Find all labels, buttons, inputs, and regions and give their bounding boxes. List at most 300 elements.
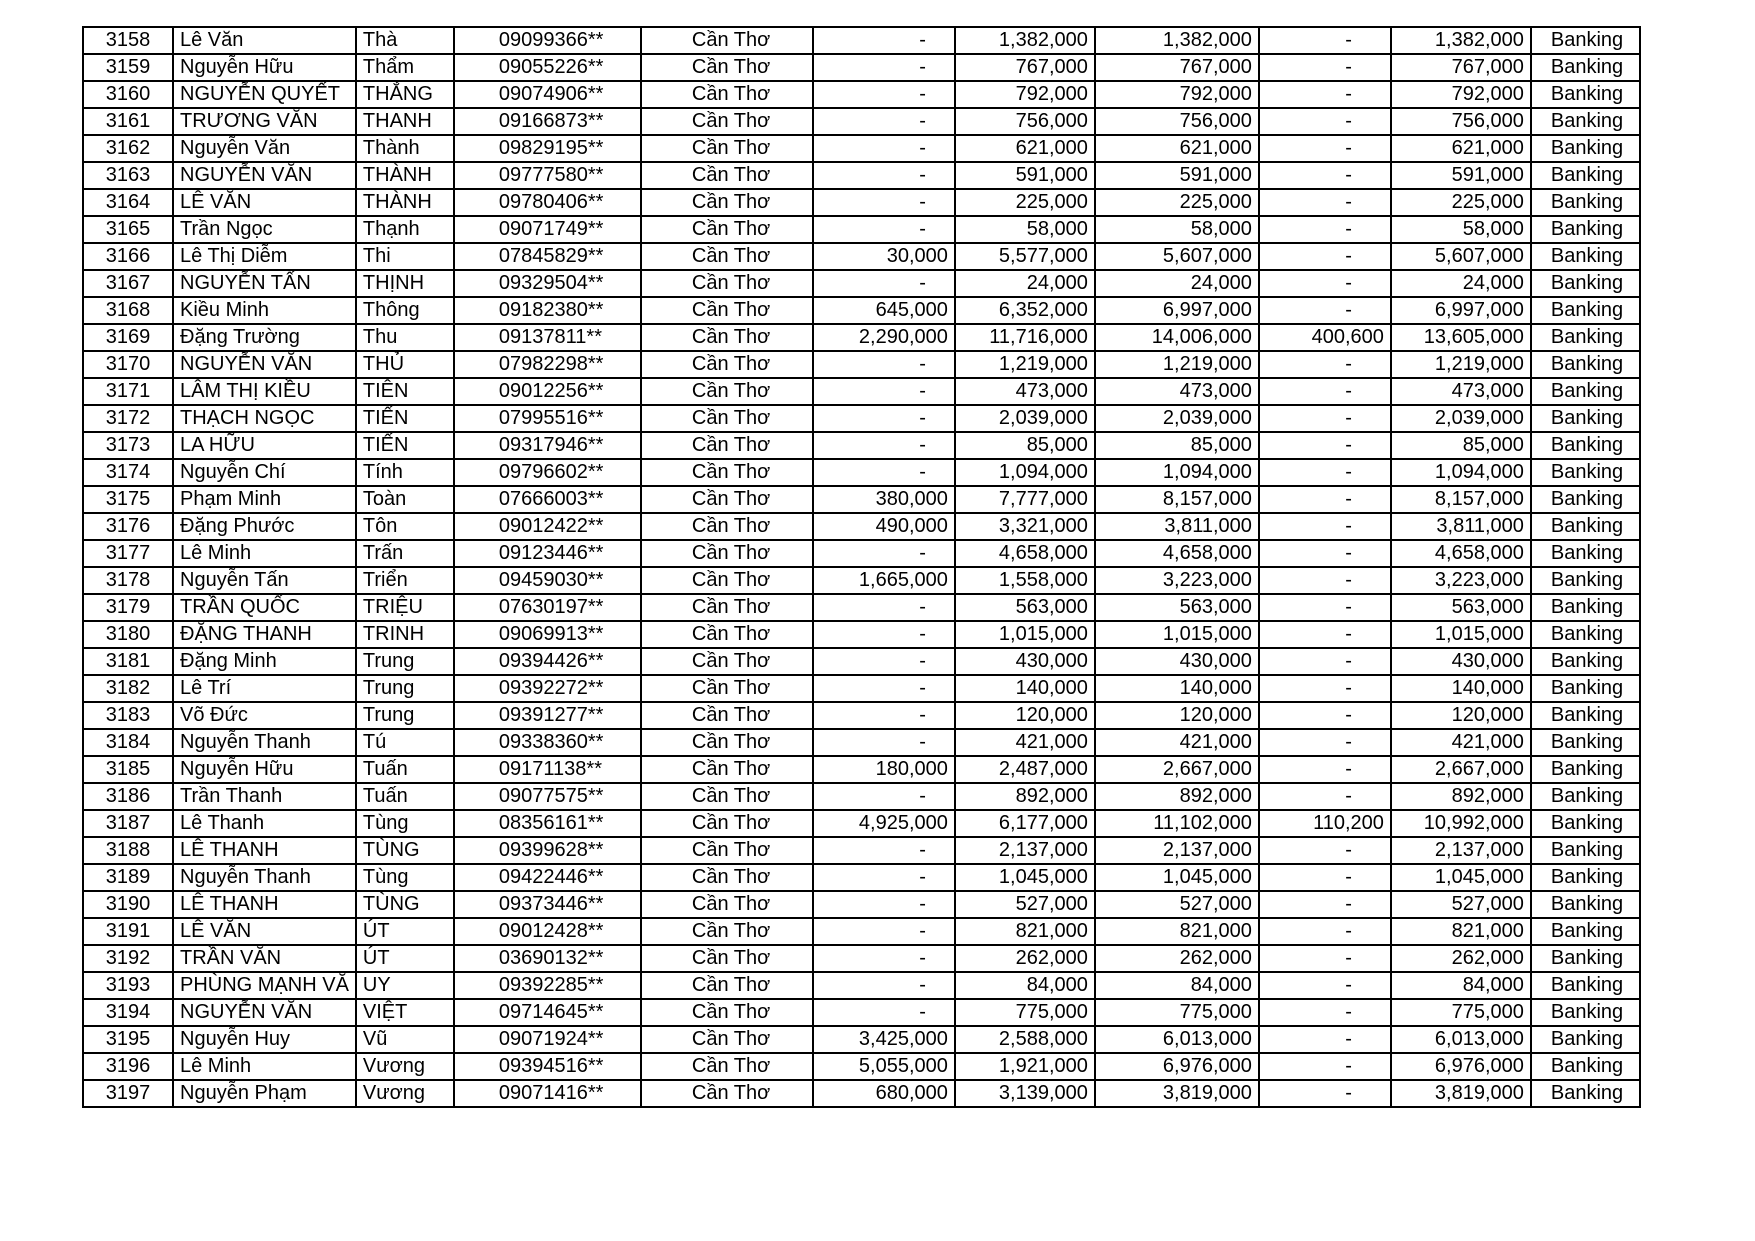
row-number-cell: 3169: [83, 324, 173, 351]
city-cell: Cần Thơ: [641, 351, 813, 378]
amount-total-cell: 225,000: [1095, 189, 1259, 216]
payment-table: [82, 26, 1641, 1108]
table-row: [83, 864, 1640, 891]
table-row: [83, 108, 1640, 135]
amount-deduction-cell: -: [1259, 1080, 1391, 1107]
last-name-cell: NGUYỄN VĂN: [173, 351, 356, 378]
table-row: [83, 648, 1640, 675]
row-number-cell: 3177: [83, 540, 173, 567]
last-name-cell: THẠCH NGỌC: [173, 405, 356, 432]
amount-total-cell: 421,000: [1095, 729, 1259, 756]
amount-deduction-cell: 400,600: [1259, 324, 1391, 351]
amount-prior-cell: 30,000: [813, 243, 955, 270]
phone-number-cell: 07666003**: [454, 486, 641, 513]
amount-total-cell: 792,000: [1095, 81, 1259, 108]
amount-prior-cell: -: [813, 108, 955, 135]
amount-current-cell: 621,000: [955, 135, 1095, 162]
row-number-cell: 3185: [83, 756, 173, 783]
first-name-cell: Vũ: [356, 1026, 454, 1053]
city-cell: Cần Thơ: [641, 837, 813, 864]
first-name-cell: Tuấn: [356, 756, 454, 783]
row-number-cell: 3175: [83, 486, 173, 513]
payment-method-cell: Banking: [1531, 594, 1640, 621]
row-number-cell: 3183: [83, 702, 173, 729]
last-name-cell: Đặng Minh: [173, 648, 356, 675]
payment-method-cell: Banking: [1531, 297, 1640, 324]
first-name-cell: Trung: [356, 702, 454, 729]
first-name-cell: Vương: [356, 1080, 454, 1107]
city-cell: Cần Thơ: [641, 270, 813, 297]
amount-prior-cell: -: [813, 621, 955, 648]
payment-method-cell: Banking: [1531, 486, 1640, 513]
amount-deduction-cell: -: [1259, 729, 1391, 756]
phone-number-cell: 09391277**: [454, 702, 641, 729]
payment-method-cell: Banking: [1531, 27, 1640, 54]
payment-method-cell: Banking: [1531, 216, 1640, 243]
city-cell: Cần Thơ: [641, 162, 813, 189]
last-name-cell: Võ Đức: [173, 702, 356, 729]
phone-number-cell: 09069913**: [454, 621, 641, 648]
amount-total-cell: 2,039,000: [1095, 405, 1259, 432]
last-name-cell: Nguyễn Phạm: [173, 1080, 356, 1107]
row-number-cell: 3184: [83, 729, 173, 756]
amount-prior-cell: -: [813, 783, 955, 810]
first-name-cell: Thà: [356, 27, 454, 54]
table-row: [83, 945, 1640, 972]
city-cell: Cần Thơ: [641, 27, 813, 54]
payment-method-cell: Banking: [1531, 351, 1640, 378]
first-name-cell: THANH: [356, 108, 454, 135]
payment-method-cell: Banking: [1531, 513, 1640, 540]
phone-number-cell: 09123446**: [454, 540, 641, 567]
city-cell: Cần Thơ: [641, 945, 813, 972]
first-name-cell: Vương: [356, 1053, 454, 1080]
amount-prior-cell: -: [813, 81, 955, 108]
amount-current-cell: 1,382,000: [955, 27, 1095, 54]
phone-number-cell: 07982298**: [454, 351, 641, 378]
amount-paid-cell: 3,811,000: [1391, 513, 1531, 540]
amount-paid-cell: 1,219,000: [1391, 351, 1531, 378]
amount-current-cell: 473,000: [955, 378, 1095, 405]
amount-total-cell: 821,000: [1095, 918, 1259, 945]
phone-number-cell: 09012428**: [454, 918, 641, 945]
payment-method-cell: Banking: [1531, 783, 1640, 810]
table-row: [83, 243, 1640, 270]
phone-number-cell: 09780406**: [454, 189, 641, 216]
first-name-cell: TIÊN: [356, 378, 454, 405]
phone-number-cell: 09099366**: [454, 27, 641, 54]
last-name-cell: PHÙNG MẠNH VĂ: [173, 972, 356, 999]
amount-current-cell: 262,000: [955, 945, 1095, 972]
last-name-cell: NGUYỄN VĂN: [173, 999, 356, 1026]
amount-current-cell: 1,219,000: [955, 351, 1095, 378]
last-name-cell: Lê Trí: [173, 675, 356, 702]
amount-total-cell: 11,102,000: [1095, 810, 1259, 837]
table-row: [83, 756, 1640, 783]
amount-total-cell: 84,000: [1095, 972, 1259, 999]
amount-paid-cell: 621,000: [1391, 135, 1531, 162]
payment-method-cell: Banking: [1531, 999, 1640, 1026]
payment-method-cell: Banking: [1531, 945, 1640, 972]
amount-deduction-cell: -: [1259, 216, 1391, 243]
amount-deduction-cell: -: [1259, 135, 1391, 162]
amount-current-cell: 85,000: [955, 432, 1095, 459]
phone-number-cell: 09796602**: [454, 459, 641, 486]
amount-prior-cell: -: [813, 189, 955, 216]
amount-deduction-cell: -: [1259, 945, 1391, 972]
row-number-cell: 3195: [83, 1026, 173, 1053]
first-name-cell: Tùng: [356, 864, 454, 891]
amount-deduction-cell: -: [1259, 837, 1391, 864]
amount-current-cell: 821,000: [955, 918, 1095, 945]
amount-total-cell: 621,000: [1095, 135, 1259, 162]
last-name-cell: Phạm Minh: [173, 486, 356, 513]
amount-current-cell: 225,000: [955, 189, 1095, 216]
last-name-cell: Nguyễn Hữu: [173, 756, 356, 783]
city-cell: Cần Thơ: [641, 1053, 813, 1080]
city-cell: Cần Thơ: [641, 108, 813, 135]
last-name-cell: NGUYỄN TẤN: [173, 270, 356, 297]
amount-current-cell: 84,000: [955, 972, 1095, 999]
row-number-cell: 3173: [83, 432, 173, 459]
amount-total-cell: 430,000: [1095, 648, 1259, 675]
amount-total-cell: 6,997,000: [1095, 297, 1259, 324]
amount-paid-cell: 6,013,000: [1391, 1026, 1531, 1053]
amount-paid-cell: 120,000: [1391, 702, 1531, 729]
row-number-cell: 3181: [83, 648, 173, 675]
city-cell: Cần Thơ: [641, 378, 813, 405]
amount-prior-cell: -: [813, 135, 955, 162]
payment-method-cell: Banking: [1531, 1026, 1640, 1053]
row-number-cell: 3187: [83, 810, 173, 837]
last-name-cell: LA HỮU: [173, 432, 356, 459]
amount-prior-cell: 490,000: [813, 513, 955, 540]
amount-paid-cell: 821,000: [1391, 918, 1531, 945]
city-cell: Cần Thơ: [641, 54, 813, 81]
row-number-cell: 3180: [83, 621, 173, 648]
amount-current-cell: 7,777,000: [955, 486, 1095, 513]
amount-deduction-cell: -: [1259, 864, 1391, 891]
amount-total-cell: 1,094,000: [1095, 459, 1259, 486]
amount-total-cell: 892,000: [1095, 783, 1259, 810]
amount-current-cell: 1,015,000: [955, 621, 1095, 648]
table-row: [83, 621, 1640, 648]
amount-current-cell: 3,139,000: [955, 1080, 1095, 1107]
payment-method-cell: Banking: [1531, 621, 1640, 648]
amount-deduction-cell: -: [1259, 999, 1391, 1026]
table-row: [83, 486, 1640, 513]
amount-prior-cell: -: [813, 162, 955, 189]
amount-prior-cell: 5,055,000: [813, 1053, 955, 1080]
city-cell: Cần Thơ: [641, 999, 813, 1026]
amount-prior-cell: 380,000: [813, 486, 955, 513]
first-name-cell: Tuấn: [356, 783, 454, 810]
payment-method-cell: Banking: [1531, 378, 1640, 405]
phone-number-cell: 09777580**: [454, 162, 641, 189]
payment-method-cell: Banking: [1531, 972, 1640, 999]
last-name-cell: Đặng Phước: [173, 513, 356, 540]
amount-current-cell: 58,000: [955, 216, 1095, 243]
table-row: [83, 540, 1640, 567]
row-number-cell: 3191: [83, 918, 173, 945]
phone-number-cell: 08356161**: [454, 810, 641, 837]
amount-current-cell: 5,577,000: [955, 243, 1095, 270]
amount-paid-cell: 85,000: [1391, 432, 1531, 459]
table-row: [83, 81, 1640, 108]
amount-paid-cell: 430,000: [1391, 648, 1531, 675]
last-name-cell: TRẦN QUỐC: [173, 594, 356, 621]
first-name-cell: Toàn: [356, 486, 454, 513]
amount-deduction-cell: -: [1259, 783, 1391, 810]
amount-prior-cell: -: [813, 351, 955, 378]
amount-prior-cell: 680,000: [813, 1080, 955, 1107]
amount-current-cell: 1,045,000: [955, 864, 1095, 891]
table-row: [83, 27, 1640, 54]
phone-number-cell: 03690132**: [454, 945, 641, 972]
amount-deduction-cell: -: [1259, 81, 1391, 108]
amount-paid-cell: 10,992,000: [1391, 810, 1531, 837]
phone-number-cell: 09422446**: [454, 864, 641, 891]
first-name-cell: Thành: [356, 135, 454, 162]
amount-current-cell: 2,039,000: [955, 405, 1095, 432]
amount-paid-cell: 591,000: [1391, 162, 1531, 189]
last-name-cell: Nguyễn Văn: [173, 135, 356, 162]
amount-paid-cell: 1,015,000: [1391, 621, 1531, 648]
table-row: [83, 594, 1640, 621]
amount-total-cell: 3,223,000: [1095, 567, 1259, 594]
first-name-cell: Trung: [356, 648, 454, 675]
payment-method-cell: Banking: [1531, 837, 1640, 864]
amount-prior-cell: -: [813, 270, 955, 297]
amount-prior-cell: -: [813, 594, 955, 621]
row-number-cell: 3190: [83, 891, 173, 918]
amount-prior-cell: 1,665,000: [813, 567, 955, 594]
phone-number-cell: 09055226**: [454, 54, 641, 81]
city-cell: Cần Thơ: [641, 783, 813, 810]
table-row: [83, 135, 1640, 162]
amount-prior-cell: -: [813, 837, 955, 864]
amount-prior-cell: 4,925,000: [813, 810, 955, 837]
amount-paid-cell: 792,000: [1391, 81, 1531, 108]
phone-number-cell: 09394516**: [454, 1053, 641, 1080]
amount-total-cell: 5,607,000: [1095, 243, 1259, 270]
amount-paid-cell: 24,000: [1391, 270, 1531, 297]
amount-total-cell: 262,000: [1095, 945, 1259, 972]
amount-current-cell: 775,000: [955, 999, 1095, 1026]
table-row: [83, 297, 1640, 324]
amount-paid-cell: 3,223,000: [1391, 567, 1531, 594]
city-cell: Cần Thơ: [641, 1080, 813, 1107]
row-number-cell: 3179: [83, 594, 173, 621]
amount-current-cell: 6,177,000: [955, 810, 1095, 837]
amount-paid-cell: 225,000: [1391, 189, 1531, 216]
amount-total-cell: 4,658,000: [1095, 540, 1259, 567]
first-name-cell: THỦ: [356, 351, 454, 378]
first-name-cell: Thạnh: [356, 216, 454, 243]
phone-number-cell: 07845829**: [454, 243, 641, 270]
amount-current-cell: 756,000: [955, 108, 1095, 135]
amount-deduction-cell: -: [1259, 675, 1391, 702]
row-number-cell: 3192: [83, 945, 173, 972]
phone-number-cell: 09392272**: [454, 675, 641, 702]
last-name-cell: NGUYỄN QUYẾT: [173, 81, 356, 108]
first-name-cell: Thẩm: [356, 54, 454, 81]
amount-deduction-cell: -: [1259, 594, 1391, 621]
city-cell: Cần Thơ: [641, 432, 813, 459]
first-name-cell: Trấn: [356, 540, 454, 567]
amount-deduction-cell: -: [1259, 459, 1391, 486]
city-cell: Cần Thơ: [641, 1026, 813, 1053]
amount-deduction-cell: -: [1259, 891, 1391, 918]
amount-current-cell: 4,658,000: [955, 540, 1095, 567]
first-name-cell: TÙNG: [356, 837, 454, 864]
amount-deduction-cell: -: [1259, 351, 1391, 378]
amount-deduction-cell: -: [1259, 621, 1391, 648]
amount-current-cell: 120,000: [955, 702, 1095, 729]
amount-total-cell: 1,382,000: [1095, 27, 1259, 54]
amount-prior-cell: -: [813, 378, 955, 405]
payment-method-cell: Banking: [1531, 54, 1640, 81]
last-name-cell: TRẦN VĂN: [173, 945, 356, 972]
last-name-cell: Lê Thanh: [173, 810, 356, 837]
amount-total-cell: 1,045,000: [1095, 864, 1259, 891]
last-name-cell: Nguyễn Chí: [173, 459, 356, 486]
amount-current-cell: 430,000: [955, 648, 1095, 675]
table-row: [83, 324, 1640, 351]
first-name-cell: Trung: [356, 675, 454, 702]
table-row: [83, 189, 1640, 216]
last-name-cell: Trần Thanh: [173, 783, 356, 810]
amount-current-cell: 792,000: [955, 81, 1095, 108]
amount-deduction-cell: -: [1259, 567, 1391, 594]
first-name-cell: Tú: [356, 729, 454, 756]
city-cell: Cần Thơ: [641, 297, 813, 324]
city-cell: Cần Thơ: [641, 675, 813, 702]
city-cell: Cần Thơ: [641, 972, 813, 999]
payment-method-cell: Banking: [1531, 864, 1640, 891]
amount-total-cell: 591,000: [1095, 162, 1259, 189]
amount-total-cell: 3,819,000: [1095, 1080, 1259, 1107]
first-name-cell: Thông: [356, 297, 454, 324]
row-number-cell: 3189: [83, 864, 173, 891]
first-name-cell: UY: [356, 972, 454, 999]
table-row: [83, 729, 1640, 756]
last-name-cell: LÊ THANH: [173, 837, 356, 864]
row-number-cell: 3170: [83, 351, 173, 378]
city-cell: Cần Thơ: [641, 486, 813, 513]
row-number-cell: 3164: [83, 189, 173, 216]
amount-prior-cell: -: [813, 459, 955, 486]
table-row: [83, 972, 1640, 999]
last-name-cell: Nguyễn Huy: [173, 1026, 356, 1053]
table-row: [83, 810, 1640, 837]
amount-deduction-cell: -: [1259, 108, 1391, 135]
last-name-cell: Nguyễn Thanh: [173, 729, 356, 756]
amount-deduction-cell: -: [1259, 405, 1391, 432]
first-name-cell: Thi: [356, 243, 454, 270]
amount-prior-cell: -: [813, 648, 955, 675]
amount-current-cell: 1,094,000: [955, 459, 1095, 486]
phone-number-cell: 09071416**: [454, 1080, 641, 1107]
first-name-cell: THỊNH: [356, 270, 454, 297]
amount-total-cell: 1,015,000: [1095, 621, 1259, 648]
amount-prior-cell: -: [813, 972, 955, 999]
city-cell: Cần Thơ: [641, 864, 813, 891]
first-name-cell: THÀNH: [356, 162, 454, 189]
amount-total-cell: 8,157,000: [1095, 486, 1259, 513]
amount-prior-cell: -: [813, 999, 955, 1026]
amount-deduction-cell: -: [1259, 756, 1391, 783]
city-cell: Cần Thơ: [641, 810, 813, 837]
amount-current-cell: 563,000: [955, 594, 1095, 621]
row-number-cell: 3167: [83, 270, 173, 297]
amount-total-cell: 140,000: [1095, 675, 1259, 702]
payment-method-cell: Banking: [1531, 243, 1640, 270]
amount-prior-cell: -: [813, 945, 955, 972]
table-body: [83, 27, 1640, 1107]
row-number-cell: 3161: [83, 108, 173, 135]
phone-number-cell: 09171138**: [454, 756, 641, 783]
amount-paid-cell: 8,157,000: [1391, 486, 1531, 513]
amount-deduction-cell: -: [1259, 270, 1391, 297]
row-number-cell: 3162: [83, 135, 173, 162]
amount-current-cell: 2,137,000: [955, 837, 1095, 864]
table-row: [83, 162, 1640, 189]
phone-number-cell: 09459030**: [454, 567, 641, 594]
amount-paid-cell: 1,045,000: [1391, 864, 1531, 891]
city-cell: Cần Thơ: [641, 324, 813, 351]
phone-number-cell: 09071749**: [454, 216, 641, 243]
table-row: [83, 378, 1640, 405]
phone-number-cell: 09137811**: [454, 324, 641, 351]
amount-paid-cell: 563,000: [1391, 594, 1531, 621]
last-name-cell: Lê Minh: [173, 540, 356, 567]
phone-number-cell: 09394426**: [454, 648, 641, 675]
amount-total-cell: 767,000: [1095, 54, 1259, 81]
amount-paid-cell: 527,000: [1391, 891, 1531, 918]
table-row: [83, 891, 1640, 918]
amount-total-cell: 58,000: [1095, 216, 1259, 243]
last-name-cell: Nguyễn Tấn: [173, 567, 356, 594]
phone-number-cell: 09714645**: [454, 999, 641, 1026]
table-row: [83, 783, 1640, 810]
amount-paid-cell: 2,039,000: [1391, 405, 1531, 432]
phone-number-cell: 09071924**: [454, 1026, 641, 1053]
first-name-cell: TRIỆU: [356, 594, 454, 621]
phone-number-cell: 09338360**: [454, 729, 641, 756]
city-cell: Cần Thơ: [641, 135, 813, 162]
row-number-cell: 3158: [83, 27, 173, 54]
row-number-cell: 3160: [83, 81, 173, 108]
phone-number-cell: 07995516**: [454, 405, 641, 432]
amount-total-cell: 24,000: [1095, 270, 1259, 297]
amount-paid-cell: 473,000: [1391, 378, 1531, 405]
payment-method-cell: Banking: [1531, 189, 1640, 216]
table-row: [83, 1026, 1640, 1053]
last-name-cell: LÊ VĂN: [173, 189, 356, 216]
amount-deduction-cell: -: [1259, 486, 1391, 513]
phone-number-cell: 09392285**: [454, 972, 641, 999]
phone-number-cell: 09012422**: [454, 513, 641, 540]
phone-number-cell: 09012256**: [454, 378, 641, 405]
first-name-cell: ÚT: [356, 945, 454, 972]
amount-paid-cell: 767,000: [1391, 54, 1531, 81]
city-cell: Cần Thơ: [641, 648, 813, 675]
amount-paid-cell: 756,000: [1391, 108, 1531, 135]
first-name-cell: Tôn: [356, 513, 454, 540]
amount-paid-cell: 892,000: [1391, 783, 1531, 810]
table-row: [83, 351, 1640, 378]
